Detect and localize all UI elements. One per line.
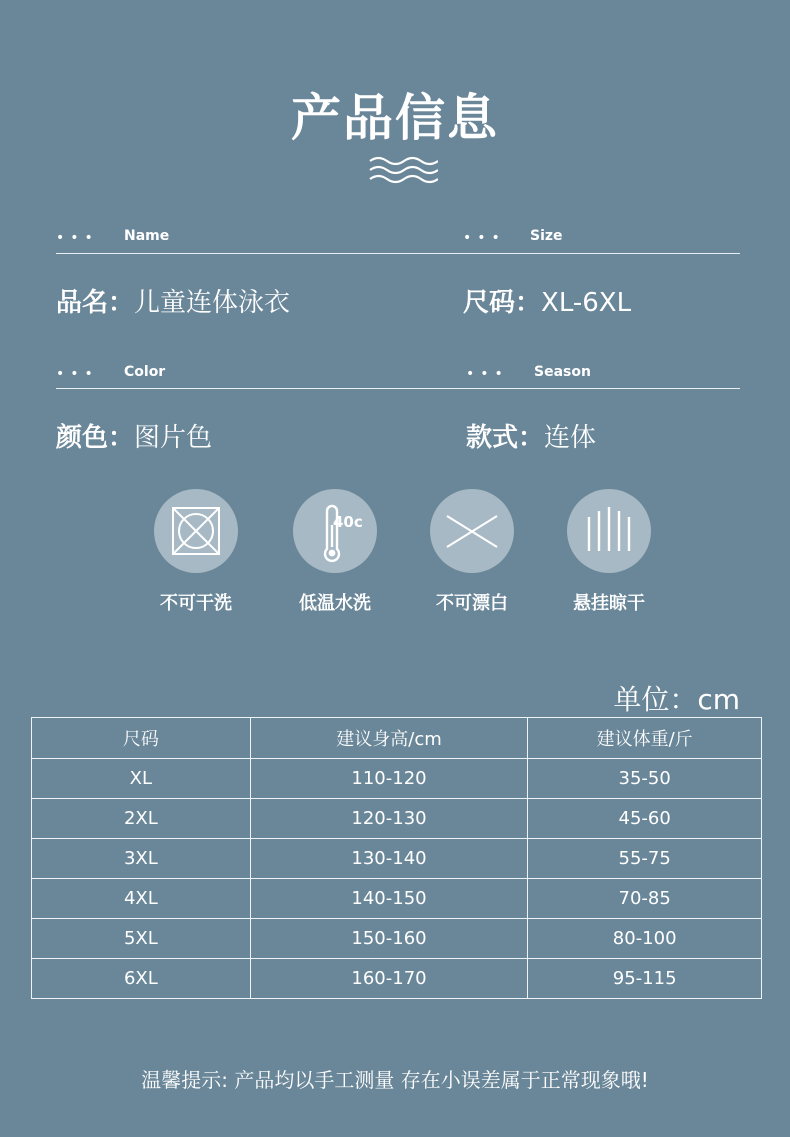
cell-size: 6XL [32,959,251,999]
name-section-header [56,228,386,250]
cell-weight: 45-60 [528,799,762,839]
cell-height: 160-170 [250,959,528,999]
product-name-key: 品名： [56,288,135,318]
season-section-header [466,364,716,386]
header-weight: 建议体重/斤 [528,718,762,759]
cell-weight: 55-75 [528,839,762,879]
cell-size: 2XL [32,799,251,839]
care-label: 悬挂晾干 [573,593,645,614]
product-name-field [56,282,290,319]
cell-weight: 95-115 [528,959,762,999]
season-section-label: Season [534,364,591,380]
hang-dry-icon [567,489,651,573]
style-value: 连体 [544,423,597,453]
cell-weight: 35-50 [528,759,762,799]
cell-height: 120-130 [250,799,528,839]
no-tumble-dry-icon [154,489,238,573]
page-title: 产品信息 [291,89,499,147]
size-range-field [463,282,631,319]
name-section-label: Name [124,228,170,244]
waves-icon [368,154,438,186]
divider [56,388,740,389]
header-height: 建议身高/cm [250,718,528,759]
product-name-value: 儿童连体泳衣 [134,288,291,318]
color-value: 图片色 [134,423,213,453]
cell-weight: 80-100 [528,919,762,959]
cell-size: XL [32,759,251,799]
color-key: 颜色： [56,423,135,453]
care-label: 低温水洗 [299,593,371,614]
care-label: 不可干洗 [160,593,232,614]
color-section-header [56,364,386,386]
style-key: 款式： [466,423,545,453]
table-row [32,799,762,839]
size-section-header [463,228,713,250]
cell-height: 140-150 [250,879,528,919]
size-range-key: 尺码： [463,288,542,318]
size-section-label: Size [530,228,563,244]
cell-size: 3XL [32,839,251,879]
dots-icon: ••• [466,366,509,382]
table-header-row [32,718,762,759]
divider [56,253,740,254]
cell-size: 5XL [32,919,251,959]
size-table [31,717,762,999]
measurement-note: 温馨提示: 产品均以手工测量 存在小误差属于正常现象哦! [141,1068,649,1092]
low-temp-wash-icon [293,489,377,573]
care-label: 不可漂白 [436,593,508,614]
dots-icon: ••• [463,230,506,246]
table-row [32,919,762,959]
size-range-value: XL-6XL [541,288,632,318]
dots-icon: ••• [56,366,99,382]
table-row [32,759,762,799]
table-row [32,959,762,999]
color-field [56,417,212,454]
cell-height: 150-160 [250,919,528,959]
cell-weight: 70-85 [528,879,762,919]
header-size: 尺码 [32,718,251,759]
table-row [32,839,762,879]
unit-label: 单位：cm [613,683,740,716]
cell-height: 130-140 [250,839,528,879]
table-row [32,879,762,919]
no-bleach-icon [430,489,514,573]
wash-temp-label: 40c [333,513,363,531]
cell-height: 110-120 [250,759,528,799]
dots-icon: ••• [56,230,99,246]
color-section-label: Color [124,364,166,380]
cell-size: 4XL [32,879,251,919]
style-field [466,417,596,454]
